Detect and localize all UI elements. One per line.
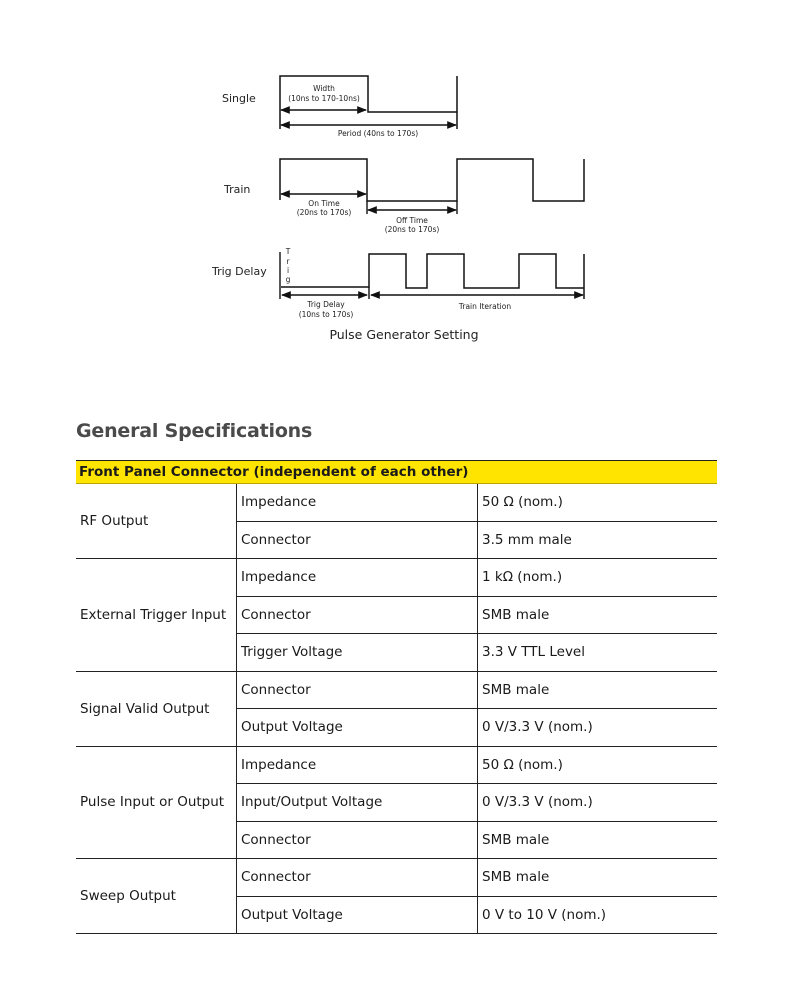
table-row: [76, 746, 717, 784]
off-time-range: (20ns to 170s): [384, 225, 440, 234]
trig-marker: [285, 247, 291, 284]
group-label: Pulse Input or Output: [76, 746, 237, 859]
diagram-caption: Pulse Generator Setting: [329, 327, 479, 342]
pulse-generator-diagram: [0, 0, 793, 360]
value-cell: 50 Ω (nom.): [478, 746, 718, 784]
value-cell: SMB male: [478, 596, 718, 634]
width-label: Width: [313, 84, 335, 93]
param-cell: Impedance: [237, 484, 478, 522]
trig-marker-char: i: [286, 266, 290, 275]
row-label-trig-delay: Trig Delay: [212, 265, 267, 278]
param-cell: Connector: [237, 521, 478, 559]
period-label: Period (40ns to 170s): [337, 129, 419, 138]
param-cell: Output Voltage: [237, 896, 478, 934]
value-cell: 50 Ω (nom.): [478, 484, 718, 522]
group-label: External Trigger Input: [76, 559, 237, 672]
value-cell: 0 V/3.3 V (nom.): [478, 784, 718, 822]
spec-table: [76, 460, 717, 934]
on-time-label: On Time: [308, 199, 340, 208]
param-cell: Input/Output Voltage: [237, 784, 478, 822]
group-label: RF Output: [76, 484, 237, 559]
group-label: Sweep Output: [76, 859, 237, 934]
trig-delay-label: Trig Delay: [307, 300, 345, 309]
param-cell: Connector: [237, 859, 478, 897]
param-cell: Connector: [237, 671, 478, 709]
trig-delay-waveform: [281, 254, 584, 299]
param-cell: Trigger Voltage: [237, 634, 478, 672]
table-header-row: [76, 461, 717, 484]
value-cell: 1 kΩ (nom.): [478, 559, 718, 597]
param-cell: Impedance: [237, 559, 478, 597]
on-time-range: (20ns to 170s): [296, 208, 352, 217]
value-cell: 0 V to 10 V (nom.): [478, 896, 718, 934]
trig-delay-range: (10ns to 170s): [298, 310, 354, 319]
table-row: [76, 484, 717, 522]
width-range: (10ns to 170-10ns): [288, 94, 360, 103]
off-time-label: Off Time: [396, 216, 428, 225]
param-cell: Connector: [237, 596, 478, 634]
row-label-single: Single: [222, 92, 256, 105]
trig-marker-char: r: [286, 257, 290, 266]
group-label: Signal Valid Output: [76, 671, 237, 746]
value-cell: SMB male: [478, 859, 718, 897]
param-cell: Impedance: [237, 746, 478, 784]
param-cell: Connector: [237, 821, 478, 859]
trig-marker-char: g: [285, 275, 291, 284]
section-title: General Specifications: [76, 420, 313, 442]
value-cell: SMB male: [478, 821, 718, 859]
param-cell: Output Voltage: [237, 709, 478, 747]
value-cell: 3.5 mm male: [478, 521, 718, 559]
value-cell: SMB male: [478, 671, 718, 709]
value-cell: 0 V/3.3 V (nom.): [478, 709, 718, 747]
table-row: [76, 671, 717, 709]
table-row: [76, 559, 717, 597]
train-iteration-label: Train Iteration: [458, 302, 512, 311]
trig-marker-char: T: [285, 247, 291, 256]
value-cell: 3.3 V TTL Level: [478, 634, 718, 672]
table-header: Front Panel Connector (independent of each other): [76, 461, 717, 484]
table-row: [76, 859, 717, 897]
row-label-train: Train: [224, 183, 251, 196]
